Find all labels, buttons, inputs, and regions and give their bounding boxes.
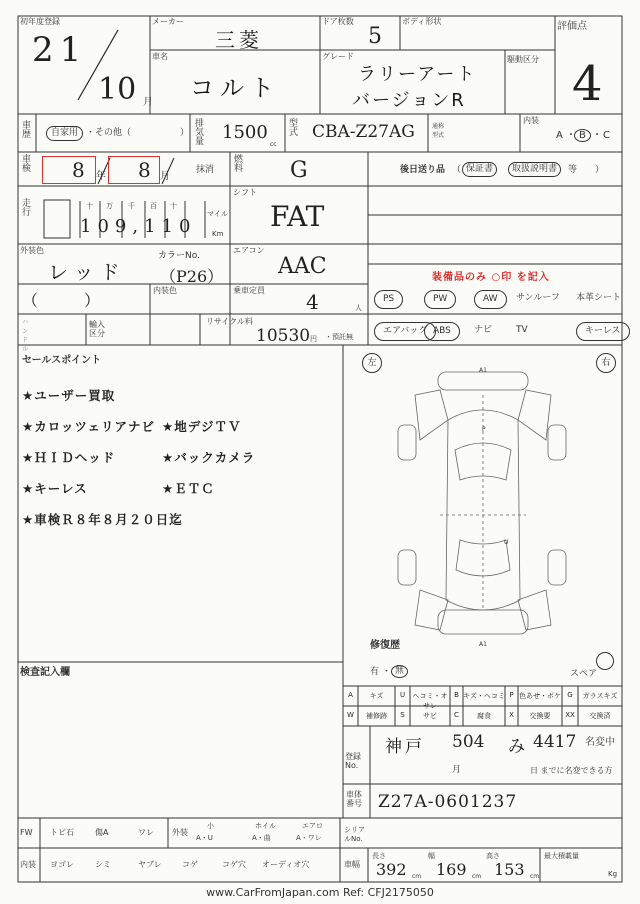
sales-line-0-a: ★ユーザー買取 [22, 388, 116, 403]
docs-manual: 取扱説明書 [508, 162, 561, 177]
inspect-label: 車検 [22, 155, 32, 174]
docs-open: （ [452, 165, 462, 175]
shift-value: FAT [270, 200, 325, 233]
paren-open: （ [22, 291, 39, 310]
int-color-label: 内装色 [153, 286, 177, 295]
recycle-unit: 円 [310, 335, 317, 343]
legend-0-3: ヘコミ・オサレ [412, 692, 448, 710]
maker-label: メーカー [152, 17, 184, 26]
model-label: 型式 [289, 119, 299, 138]
interior-dot1: ・ [566, 130, 576, 141]
year-value: 21 [32, 30, 88, 70]
paren-close: ） [84, 291, 101, 310]
fw-0: FW [20, 828, 33, 837]
diagram-right: 右 [596, 353, 616, 373]
repair-yes: 有 [370, 667, 380, 677]
model-value: CBA-Z27AG [312, 122, 415, 142]
mileage-unit-3: 百 [150, 202, 157, 210]
spare-label: スペア [570, 669, 598, 679]
legend-0-7: 色あせ・ボケ [519, 692, 561, 700]
ac-label: 通称型式 [432, 123, 445, 139]
interior-b: B [574, 129, 591, 142]
inspection-title: 検査記入欄 [20, 667, 70, 678]
side-label: ハンドル [22, 319, 29, 353]
legend-1-0: W [347, 711, 354, 719]
equipment-6: ABS [424, 322, 460, 341]
reg-month: 月 [452, 765, 462, 775]
sales-title: セールスポイント [22, 355, 102, 366]
legend-1-1: 補修跡 [366, 712, 387, 720]
mileage-label: 走行 [22, 199, 32, 218]
legend-0-1: キズ [369, 692, 384, 700]
legend-0-6: P [509, 691, 514, 699]
ext-small: 小 [207, 822, 214, 830]
ext-wheel: ホイル [255, 822, 276, 830]
int-2: シミ [95, 860, 111, 869]
history-other: ・その他（ [86, 128, 132, 138]
sales-line-3-b: ★ＥＴＣ [162, 481, 215, 496]
mile-label: マイル [207, 210, 228, 218]
reg-day-note: 日 までに名変できる方 [530, 766, 613, 775]
equipment-0: PS [374, 290, 403, 309]
disp-unit: cc [270, 141, 277, 148]
reg-kana: み [508, 737, 525, 757]
serial-label: シリアルNo. [344, 826, 365, 843]
legend-1-3: サビ [423, 712, 437, 720]
fw-3: ワレ [138, 828, 154, 837]
score-label: 評価点 [557, 21, 587, 32]
reg-class: 504 [452, 732, 485, 752]
import-label: 輸入区分 [89, 320, 105, 338]
legend-0-5: キズ・ヘコミ [463, 692, 505, 700]
inspect-month-box [108, 156, 160, 184]
interior-c: C [603, 130, 610, 141]
erase-label: 抹消 [196, 165, 215, 175]
a1-top: A1 [479, 367, 487, 374]
shift-label: シフト [233, 188, 257, 197]
max-load-unit: Kg [608, 870, 618, 878]
sales-line-1-b: ★地デジＴＶ [162, 419, 242, 434]
mileage-unit-0: 十 [86, 202, 93, 210]
month-unit: 月 [143, 97, 153, 108]
mileage-unit-4: 十 [170, 202, 177, 210]
repair-label: 修復歴 [370, 640, 400, 651]
legend-0-4: B [454, 691, 459, 699]
equip-title: 装備品のみ ○印 を記入 [432, 272, 550, 283]
equipment-4: 本革シート [576, 293, 622, 303]
legend-0-0: A [348, 691, 353, 699]
aircon-value: AAC [278, 254, 327, 279]
legend-1-9: 交換済 [589, 712, 611, 720]
displacement-value: 1500 [222, 122, 268, 143]
width-unit: cm [472, 873, 482, 880]
ext-values3: A・ワレ [296, 834, 322, 842]
body-label: ボディ形状 [402, 17, 442, 26]
legend-1-7: 交換要 [529, 712, 551, 720]
recycle-label: リサイクル料 [206, 317, 253, 326]
mileage-value: 109,110 [80, 216, 197, 237]
legend-1-4: C [454, 711, 459, 719]
int-3: ヤブレ [138, 860, 162, 869]
color-no-value: （P26） [160, 267, 224, 286]
reg-number: 4417 [533, 732, 577, 752]
deposit-label: ・預託無 [325, 333, 353, 341]
length-label: 長さ [372, 852, 386, 860]
fw-1: トビ石 [50, 828, 74, 837]
chassis-value: Z27A-0601237 [378, 792, 518, 812]
reg-region: 神戸 [385, 737, 425, 757]
grade-label: グレード [322, 52, 354, 61]
interior-label: 内装 [523, 116, 539, 125]
docs-close: ） [595, 165, 605, 175]
score-value: 4 [572, 56, 603, 112]
legend-0-9: ガラスキズ [582, 692, 618, 700]
ext-aero: エアロ [302, 822, 323, 830]
height-value: 153 [494, 860, 525, 879]
int-1: ヨゴレ [50, 860, 74, 869]
width-label: 幅 [428, 852, 435, 860]
p-mark: P [482, 426, 486, 433]
ext-values1: A・U [196, 834, 213, 842]
reg-name-change: 名変中 [585, 737, 615, 748]
int-6: オーディオ穴 [262, 860, 310, 869]
history-close: ） [180, 128, 190, 138]
inspect-year: 8 [72, 158, 85, 182]
ext-values2: A・曲 [252, 834, 271, 842]
legend-1-2: S [400, 711, 405, 719]
year-label: 初年度登録 [20, 17, 60, 26]
inspect-year-box [42, 156, 96, 184]
grade-line2: バージョンR [352, 90, 466, 111]
drive-label: 駆動区分 [507, 55, 539, 64]
color-label: 外装色 [20, 246, 44, 255]
fuel-value: G [290, 158, 308, 183]
doors-label: ドア枚数 [322, 17, 354, 26]
doors-value: 5 [368, 24, 382, 49]
inspect-month: 8 [138, 158, 151, 182]
footer-watermark: www.CarFromJapan.com Ref: CFJ2175050 [206, 886, 434, 899]
length-value: 392 [376, 860, 407, 879]
sales-line-2-b: ★バックカメラ [162, 450, 256, 465]
equipment-9: キーレス [576, 322, 630, 341]
equipment-7: ナビ [474, 325, 493, 335]
repair-no: 無 [391, 665, 408, 678]
chassis-label: 車体番号 [346, 790, 362, 808]
history-label: 車歴 [22, 121, 32, 140]
dims-label: 車幅 [344, 860, 360, 869]
fuel-label: 燃料 [234, 155, 244, 174]
int-0: 内装 [20, 860, 36, 869]
legend-0-8: G [567, 691, 573, 699]
diagram-left: 左 [362, 353, 382, 373]
docs-warranty: 保証書 [462, 162, 497, 177]
km-label: Km [212, 230, 224, 238]
fw-2: 傷A [95, 828, 109, 837]
legend-1-8: XX [565, 711, 575, 719]
equipment-2: AW [474, 290, 507, 309]
height-label: 高さ [486, 852, 500, 860]
max-load-label: 最大積載量 [544, 852, 579, 860]
recycle-value: 10530 [256, 326, 311, 346]
ext-label: 外装 [172, 828, 188, 837]
equipment-5: エアバッグ [374, 322, 436, 341]
legend-1-6: X [509, 711, 514, 719]
mileage-unit-1: 万 [106, 202, 113, 210]
color-value: レッド [48, 260, 126, 284]
sales-line-3-a: ★キーレス [22, 481, 88, 496]
int-4: コゲ [182, 860, 198, 869]
capacity-value: 4 [306, 290, 319, 314]
car-diagram-lines [398, 372, 566, 634]
capacity-label: 乗車定員 [233, 286, 265, 295]
reg-label: 登録No. [345, 752, 361, 770]
capacity-unit: 人 [355, 304, 362, 312]
sales-line-4-a: ★車検Ｒ８年８月２０日迄 [22, 512, 183, 527]
disp-label: 排気量 [195, 119, 205, 147]
docs-label: 後日送り品 [400, 165, 446, 175]
height-unit: cm [530, 873, 540, 880]
interior-a: A [556, 130, 563, 141]
equipment-3: サンルーフ [516, 293, 560, 303]
a1-bottom: A1 [479, 641, 487, 648]
equipment-1: PW [424, 290, 456, 309]
aircon-label: エアコン [233, 246, 265, 255]
legend-1-5: 腐食 [477, 712, 491, 720]
sales-line-2-a: ★ＨＩＤヘッド [22, 450, 116, 465]
repair-dot: ・ [382, 667, 392, 677]
width-value: 169 [436, 860, 467, 879]
maker-value: 三菱 [215, 28, 263, 52]
equipment-8: TV [516, 325, 528, 335]
year-unit: 年 [96, 171, 106, 182]
u-mark: U [504, 539, 509, 546]
interior-dot2: ・ [592, 130, 602, 141]
docs-etc: 等 [568, 165, 578, 175]
int-5: コゲ穴 [222, 860, 246, 869]
mileage-unit-2: 千 [128, 202, 135, 210]
name-label: 車名 [152, 52, 168, 61]
color-no-label: カラーNo. [158, 251, 200, 261]
inspect-month-unit: 月 [160, 171, 170, 182]
month-value: 10 [98, 72, 137, 107]
name-value: コルト [190, 74, 280, 102]
sales-line-1-a: ★カロッツェリアナビ [22, 419, 155, 434]
history-private: 自家用 [46, 126, 83, 141]
legend-0-2: U [399, 691, 406, 699]
spare-icon [596, 652, 614, 670]
length-unit: cm [412, 873, 422, 880]
grade-line1: ラリーアート [358, 64, 477, 85]
